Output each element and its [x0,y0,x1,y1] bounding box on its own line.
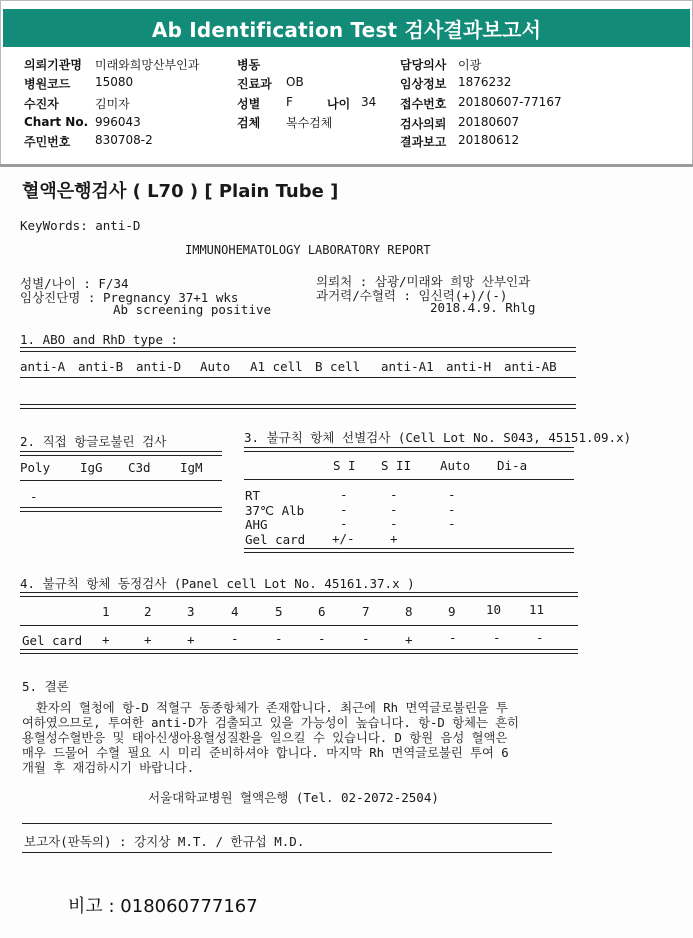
header-field: 담당의사 [400,58,447,72]
header-field: 병동 [237,58,261,72]
panel-row-label: Gel card [22,633,83,648]
header-value: 미래와희망산부인과 [95,58,200,72]
double-rule [20,347,576,352]
report-date: 2018.4.9. Rhlg [430,300,536,315]
screen-cell: - [448,502,456,517]
abo-col: Auto [200,359,231,374]
dat-col: Poly [20,460,51,475]
screen-row-label: RT [245,488,261,503]
single-rule [20,625,578,626]
panel-cell: - [536,630,544,645]
double-rule [20,404,576,409]
panel-cell: + [187,632,195,647]
abo-col: anti-AB [504,359,557,374]
section-5-title: 5. 결론 [22,679,69,694]
header-value: 20180612 [458,133,520,147]
header-field: 병원코드 [24,77,71,91]
panel-col: 7 [362,604,370,619]
screen-row-label: 37℃ Alb [245,503,305,518]
header-value: 20180607 [458,115,520,129]
dat-value: - [30,489,38,504]
panel-cell: - [231,631,239,646]
panel-cell: - [493,630,501,645]
double-rule [20,649,578,654]
screen-col: S II [381,458,412,473]
header-field: 검체 [237,116,261,130]
section-3-title: 3. 불규칙 항체 선별검사 (Cell Lot No. S043, 45151.09.x) [244,430,632,445]
header-value: 20180607-77167 [458,95,562,109]
screen-cell: - [448,487,456,502]
panel-col: 11 [529,602,545,617]
screen-col: Auto [440,458,471,473]
double-rule [244,447,574,452]
screen-row-label: AHG [245,517,268,532]
header-value: 996043 [95,115,141,129]
header-field: 성별 [237,97,261,111]
section-1-title: 1. ABO and RhD type : [20,332,179,347]
header-field: 임상정보 [400,77,447,91]
dat-col: C3d [128,460,151,475]
header-field: 결과보고 [400,135,447,149]
panel-cell: - [318,631,326,646]
single-rule [22,823,552,824]
abo-col: A1 cell [250,359,303,374]
single-rule [22,852,552,853]
double-rule [20,507,222,512]
screen-col: S I [333,458,356,473]
panel-col: 5 [275,604,283,619]
panel-cell: - [275,631,283,646]
header-value: F [286,95,293,109]
reporter: 보고자(판독의) : 강지상 M.T. / 한규섭 M.D. [24,834,305,849]
panel-col: 6 [318,604,326,619]
double-rule [244,548,574,553]
header-value: 15080 [95,75,134,89]
remark: 비고 : 018060777167 [68,896,258,917]
header-field: 나이 [327,97,351,111]
double-rule [20,451,222,456]
single-rule [20,377,576,378]
screen-cell: - [390,487,398,502]
screen-cell: - [390,516,398,531]
single-rule [20,480,222,481]
abo-col: anti-A [20,359,66,374]
panel-col: 10 [486,602,502,617]
header-field: 수진자 [24,97,59,111]
section-4-title: 4. 불규칙 항체 동정검사 (Panel cell Lot No. 45161.37.x ) [20,576,415,591]
panel-cell: + [144,632,152,647]
screen-cell: - [340,516,348,531]
conclusion-line: 개월 후 재검하시기 바랍니다. [22,761,195,775]
panel-col: 3 [187,604,195,619]
screen-cell: +/- [332,531,355,546]
lab-title: IMMUNOHEMATOLOGY LABORATORY REPORT [185,243,431,257]
panel-col: 9 [448,604,456,619]
double-rule [20,592,578,597]
dat-col: IgM [180,460,203,475]
header-field: 검사의뢰 [400,117,447,131]
header-field: 주민번호 [24,135,71,149]
sex-age: 성별/나이 : F/34 [20,276,129,291]
conclusion-line: 용혈성수혈반응 및 태아신생아용혈성질환을 일으킬 수 있습니다. D 항원 음성 혈액은 [22,731,508,745]
header-value: 34 [361,95,377,109]
single-rule [244,479,574,480]
abo-col: anti-B [78,359,124,374]
diagnosis-2: Ab screening positive [113,302,272,317]
header-field: Chart No. [24,115,89,129]
panel-col: 8 [405,604,413,619]
panel-cell: - [362,631,370,646]
dat-col: IgG [80,460,103,475]
screen-col: Di-a [497,458,528,473]
panel-col: 1 [102,604,110,619]
screen-cell: - [340,502,348,517]
panel-cell: - [449,630,457,645]
abo-col: B cell [315,359,361,374]
header-value: OB [286,75,304,89]
conclusion-line: 환자의 혈청에 항-D 적혈구 동종항체가 존재합니다. 최근에 Rh 면역글로불린을 투 [36,701,508,715]
header-value: 복수검체 [286,116,333,130]
screen-cell: - [340,487,348,502]
conclusion-line: 매우 드물어 수혈 필요 시 미리 준비하셔야 합니다. 마지막 Rh 면역글로불린 투여 6 [22,746,509,760]
header-value: 830708-2 [95,133,153,147]
panel-col: 4 [231,604,239,619]
blood-bank-contact: 서울대학교병원 혈액은행 (Tel. 02-2072-2504) [148,790,439,805]
header-field: 의뢰기관명 [24,58,82,72]
panel-cell: + [405,632,413,647]
header-value: 김미자 [95,97,130,111]
panel-cell: + [102,632,110,647]
report-title: Ab Identification Test 검사결과보고서 [3,9,690,47]
abo-col: anti-H [446,359,492,374]
keywords: KeyWords: anti-D [20,218,141,233]
header-value: 이광 [458,58,482,72]
screen-cell: + [390,531,398,546]
history: 과거력/수혈력 : 임신력(+)/(-) [316,288,508,303]
panel-col: 2 [144,604,152,619]
header-field: 진료과 [237,77,272,91]
diagnosis: 임상진단명 : Pregnancy 37+1 wks [20,290,239,305]
conclusion-line: 여하였으므로, 투여한 anti-D가 검출되고 있을 가능성이 높습니다. 항-D 항체는 흔히 [22,716,520,730]
header-field: 접수번호 [400,97,447,111]
abo-col: anti-A1 [381,359,434,374]
header-value: 1876232 [458,75,512,89]
requester: 의뢰처 : 삼광/미래와 희망 산부인과 [316,274,531,289]
screen-cell: - [448,516,456,531]
abo-col: anti-D [136,359,182,374]
report-heading: 혈액은행검사 ( L70 ) [ Plain Tube ] [22,181,339,202]
screen-cell: - [390,502,398,517]
section-2-title: 2. 직접 항글로불린 검사 [20,434,167,449]
screen-row-label: Gel card [245,532,306,547]
